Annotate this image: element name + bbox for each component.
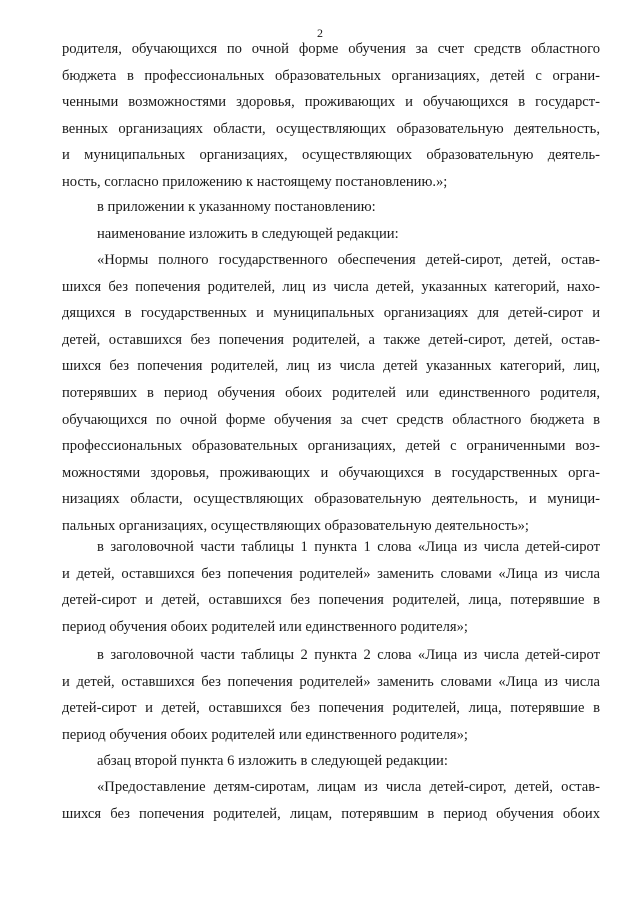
text-line: и муниципальных организациях, осуществляющих образовательную деятель- xyxy=(62,147,600,164)
text-line: и детей, оставшихся без попечения родителей» заменить словами «Лица из числа xyxy=(62,565,600,582)
text-line: профессиональных образовательных организациях, детей с ограниченными воз- xyxy=(62,438,600,455)
text-line: шихся без попечения родителей, лиц из числа детей указанных категорий, лиц, xyxy=(62,358,600,375)
paragraph xyxy=(62,36,600,196)
text-line: шихся без попечения родителей, лицам, потерявшим в период обучения обоих xyxy=(62,805,600,822)
text-line: дящихся в государственных и муниципальных организациях для детей-сирот и xyxy=(62,305,600,322)
text-line: наименование изложить в следующей редакции: xyxy=(97,226,399,242)
text-line: период обучения обоих родителей или единственного родителя»; xyxy=(62,618,468,635)
text-line: обучающихся по очной форме обучения за счет средств областного бюджета в xyxy=(62,411,600,428)
text-line: ность, согласно приложению к настоящему постановлению.»; xyxy=(62,173,448,190)
text-line: бюджета в профессиональных образовательных организациях, детей с ограни- xyxy=(62,67,600,84)
text-line: в заголовочной части таблицы 1 пункта 1 слова «Лица из числа детей-сирот xyxy=(97,539,600,555)
text-line: период обучения обоих родителей или единственного родителя»; xyxy=(62,726,468,743)
text-line: венных организациях области, осуществляющих образовательную деятельность, xyxy=(62,120,600,137)
paragraph xyxy=(62,247,600,540)
text-line: «Предоставление детям-сиротам, лицам из числа детей-сирот, детей, остав- xyxy=(97,779,600,795)
text-line: детей-сирот и детей, оставшихся без попечения родителей, лица, потерявшие в xyxy=(62,700,600,717)
text-line: абзац второй пункта 6 изложить в следующей редакции: xyxy=(97,753,448,769)
text-line: и детей, оставшихся без попечения родителей» заменить словами «Лица из числа xyxy=(62,673,600,690)
paragraph xyxy=(62,194,600,221)
page-number: 2 xyxy=(317,26,323,40)
paragraph xyxy=(62,534,600,640)
text-line: шихся без попечения родителей, лиц из числа детей, указанных категорий, нахо- xyxy=(62,278,600,295)
text-line: в заголовочной части таблицы 2 пункта 2 слова «Лица из числа детей-сирот xyxy=(97,647,600,663)
text-line: можностями здоровья, проживающих и обучающихся в государственных орга- xyxy=(62,464,600,481)
text-line: родителя, обучающихся по очной форме обучения за счет средств областного xyxy=(62,41,600,57)
paragraph xyxy=(62,642,600,748)
text-line: детей-сирот и детей, оставшихся без попечения родителей, лица, потерявшие в xyxy=(62,592,600,609)
text-line: потерявших в период обучения обоих родителей или единственного родителя, xyxy=(62,384,600,401)
paragraph xyxy=(62,774,600,827)
text-line: детей, оставшихся без попечения родителей, а также детей-сирот, детей, остав- xyxy=(62,331,600,348)
text-line: в приложении к указанному постановлению: xyxy=(97,199,376,215)
text-line: пальных организациях, осуществляющих образовательную деятельность»; xyxy=(62,517,529,534)
paragraph xyxy=(62,221,600,248)
text-line: низациях области, осуществляющих образовательную деятельность, и муници- xyxy=(62,491,600,508)
paragraph xyxy=(62,748,600,775)
text-line: «Нормы полного государственного обеспечения детей-сирот, детей, остав- xyxy=(97,252,600,268)
text-line: ченными возможностями здоровья, проживающих и обучающихся в государст- xyxy=(62,94,600,111)
